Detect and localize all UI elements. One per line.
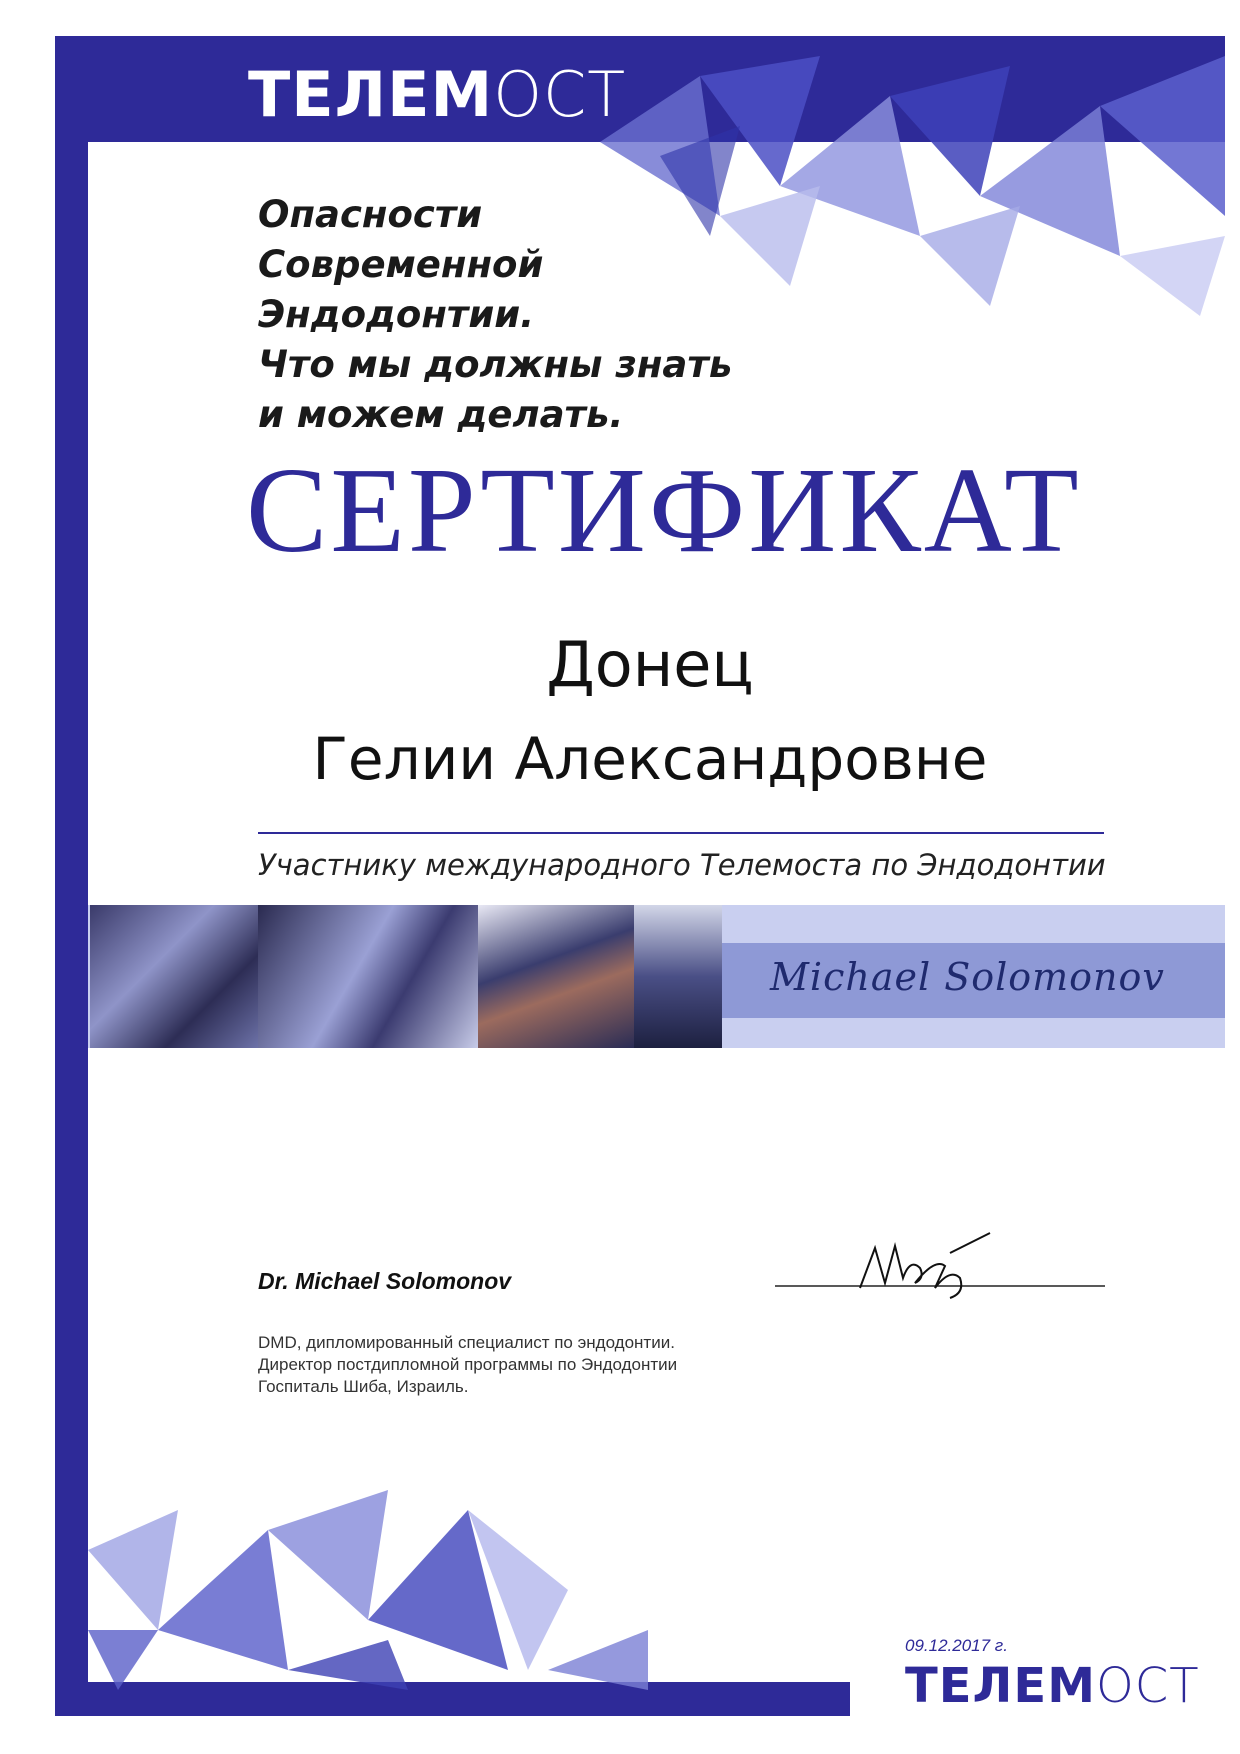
recipient-surname: Донец — [546, 628, 754, 701]
decor-triangles-bottom — [88, 1470, 648, 1690]
divider — [258, 832, 1104, 834]
course-title-line: Опасности — [258, 193, 483, 236]
dentist-photo — [478, 905, 634, 1048]
logo-bottom-part3: ОСТ — [1095, 1658, 1200, 1714]
course-title-line: Что мы должны знать — [258, 343, 733, 386]
dentist-photo — [634, 905, 722, 1048]
logo-top-part2: М — [430, 58, 494, 131]
xray-photo — [90, 905, 258, 1048]
recipient-role: Участнику международного Телемоста по Эндодонтии — [258, 848, 1106, 882]
logo-bottom-part2: М — [1047, 1658, 1096, 1714]
brand-logo-top — [248, 58, 626, 131]
brand-logo-bottom — [905, 1658, 1200, 1714]
certificate-title: СЕРТИФИКАТ — [246, 443, 1082, 578]
recipient-name: Гелии Александровне — [312, 725, 988, 793]
course-title-line: Современной — [258, 243, 544, 286]
photo-strip — [90, 905, 722, 1048]
xray-photo — [258, 905, 478, 1048]
issue-date: 09.12.2017 г. — [905, 1636, 1008, 1655]
course-title — [258, 190, 818, 440]
credential-line: DMD, дипломированный специалист по эндодонтии. — [258, 1333, 675, 1352]
course-title-line: и можем делать. — [258, 393, 624, 436]
signatory-credentials — [258, 1332, 677, 1398]
logo-top-part1: ТЕЛЕ — [248, 58, 431, 131]
banner-signature-name: Michael Solomonov — [770, 955, 1165, 999]
signatory-name: Dr. Michael Solomonov — [258, 1268, 512, 1294]
handwritten-signature — [775, 1228, 1105, 1308]
credential-line: Директор постдипломной программы по Эндодонтии — [258, 1355, 678, 1374]
logo-bottom-part1: ТЕЛЕ — [905, 1658, 1048, 1714]
course-title-line: Эндодонтии. — [258, 293, 535, 336]
credential-line: Госпиталь Шиба, Израиль. — [258, 1377, 469, 1396]
logo-top-part3: ОСТ — [493, 58, 627, 131]
